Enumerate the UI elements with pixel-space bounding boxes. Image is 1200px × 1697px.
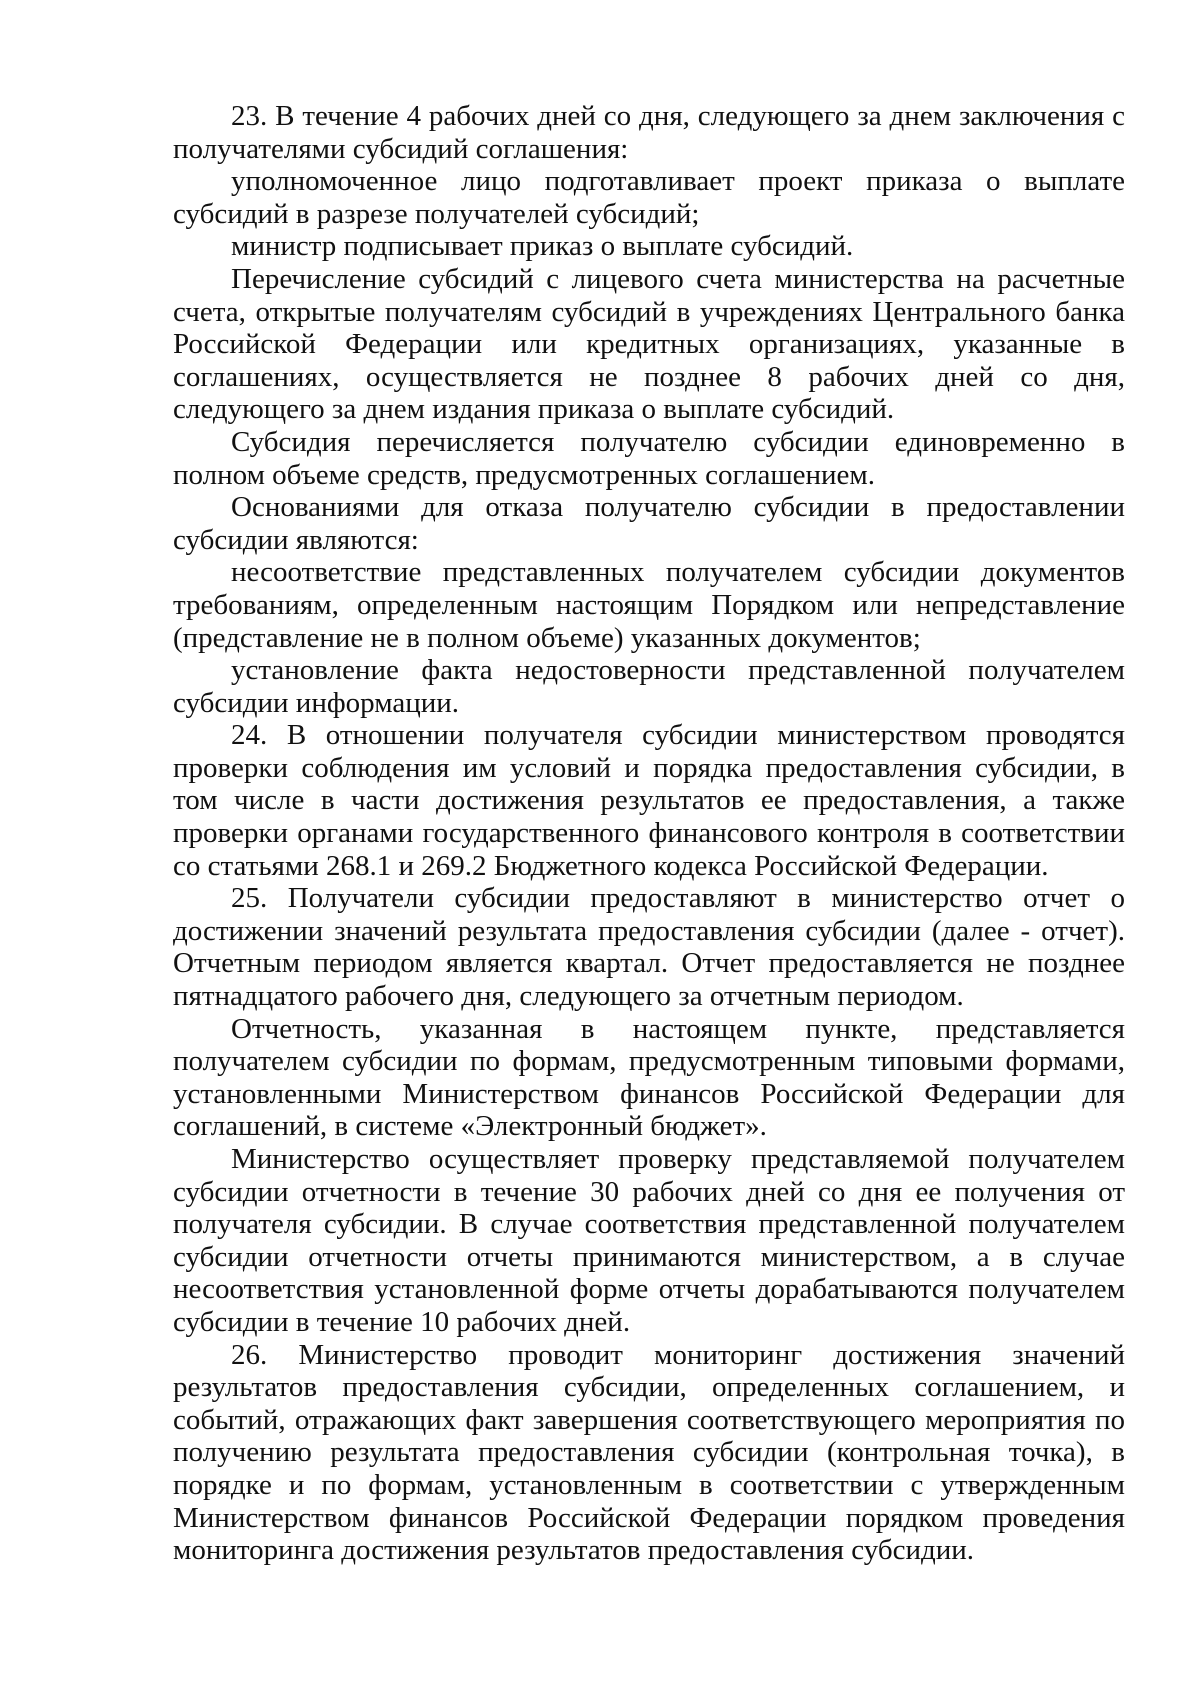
paragraph-23-intro: 23. В течение 4 рабочих дней со дня, следующего за днем заключения с получателями субсидий соглашения:	[173, 100, 1125, 165]
paragraph-prepare-order: уполномоченное лицо подготавливает проект приказа о выплате субсидий в разрезе получателей субсидий;	[173, 165, 1125, 230]
paragraph-25-report: 25. Получатели субсидии предоставляют в министерство отчет о достижении значений результата предоставления субсидии (далее - отчет). Отчетным периодом является квартал. Отчет предоставляется не позднее пятнадцатого рабочего дня, следующего за отчетным периодом.	[173, 882, 1125, 1013]
paragraph-26-monitoring: 26. Министерство проводит мониторинг достижения значений результатов предоставления субсидии, определенных соглашением, и событий, отражающих факт завершения соответствующего мероприятия по получению результата предоставления субсидии (контрольная точка), в порядке и по формам, установленным в соответствии с утвержденным Министерством финансов Российской Федерации порядком проведения мониторинга достижения результатов предоставления субсидии.	[173, 1338, 1125, 1567]
paragraph-single-payment: Субсидия перечисляется получателю субсидии единовременно в полном объеме средств, предусмотренных соглашением.	[173, 425, 1125, 491]
paragraph-report-review: Министерство осуществляет проверку представляемой получателем субсидии отчетности в течение 30 рабочих дней со дня ее получения от получателя субсидии. В случае соответствия представленной получателем субсидии отчетности отчеты принимаются министерством, а в случае несоответствия установленной форме отчеты дорабатываются получателем субсидии в течение 10 рабочих дней.	[173, 1143, 1125, 1338]
paragraph-documents-noncompliance: несоответствие представленных получателем субсидии документов требованиям, определенным настоящим Порядком или непредставление (представление не в полном объеме) указанных документов;	[173, 556, 1125, 654]
paragraph-false-information: установление факта недостоверности представленной получателем субсидии информации.	[173, 654, 1125, 719]
paragraph-transfer: Перечисление субсидий с лицевого счета министерства на расчетные счета, открытые получателям субсидий в учреждениях Центрального банка Российской Федерации или кредитных организациях, указанные в соглашениях, осуществляется не позднее 8 рабочих дней со дня, следующего за днем издания приказа о выплате субсидий.	[173, 262, 1125, 426]
paragraph-reporting-forms: Отчетность, указанная в настоящем пункте, представляется получателем субсидии по формам, предусмотренным типовыми формами, установленными Министерством финансов Российской Федерации для соглашений, в системе «Электронный бюджет».	[173, 1012, 1125, 1143]
document-body	[173, 100, 1125, 1567]
paragraph-minister-signs: министр подписывает приказ о выплате субсидий.	[231, 230, 854, 263]
paragraph-24-inspections: 24. В отношении получателя субсидии министерством проводятся проверки соблюдения им условий и порядка предоставления субсидии, в том числе в части достижения результатов ее предоставления, а также проверки органами государственного финансового контроля в соответствии со статьями 268.1 и 269.2 Бюджетного кодекса Российской Федерации.	[173, 719, 1125, 882]
paragraph-refusal-grounds: Основаниями для отказа получателю субсидии в предоставлении субсидии являются:	[173, 491, 1125, 556]
